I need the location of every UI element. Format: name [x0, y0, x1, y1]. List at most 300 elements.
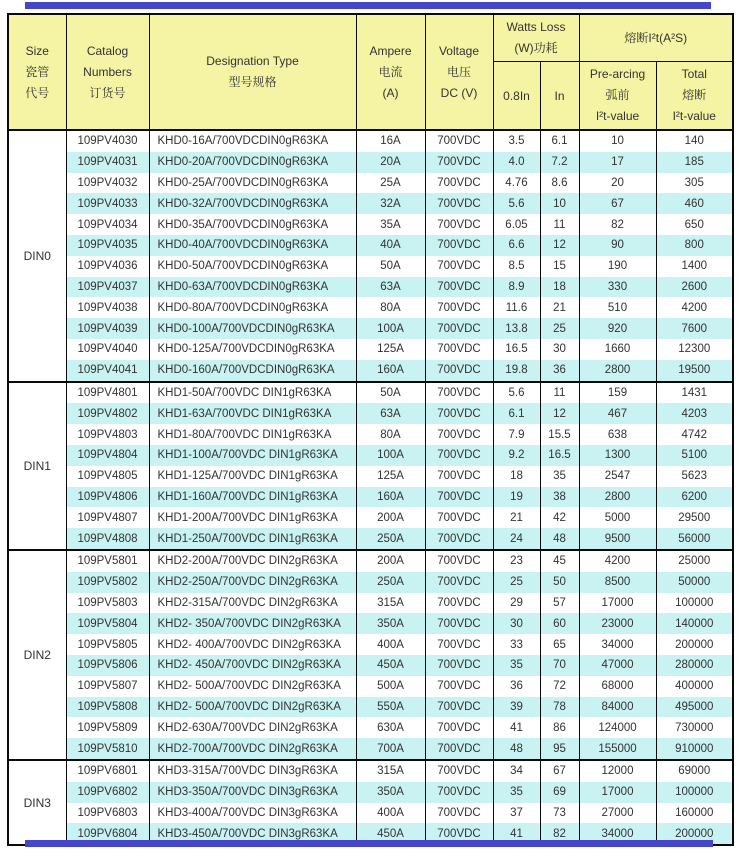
total-i2t-cell: 800: [656, 235, 733, 256]
total-i2t-cell: 12300: [656, 339, 733, 360]
header-watts-en: Watts Loss: [506, 20, 566, 34]
total-i2t-cell: 185: [656, 152, 733, 173]
total-i2t-cell: 4203: [656, 403, 733, 424]
watts-in-cell: 67: [540, 760, 579, 782]
watts-08in-cell: 8.9: [493, 277, 540, 298]
catalog-number-cell: 109PV4037: [66, 277, 149, 298]
designation-cell: KHD0-125A/700VDCDIN0gR63KA: [149, 339, 356, 360]
table-row: [8, 697, 733, 718]
watts-08in-cell: 4.0: [493, 152, 540, 173]
catalog-number-cell: 109PV4803: [66, 424, 149, 445]
watts-in-cell: 65: [540, 634, 579, 655]
header-voltage-en: Voltage: [438, 43, 480, 58]
voltage-cell: 700VDC: [425, 676, 493, 697]
ampere-cell: 40A: [356, 235, 425, 256]
header-catalog-en2: Numbers: [83, 64, 132, 79]
total-i2t-cell: 100000: [656, 782, 733, 803]
header-total: [656, 62, 733, 131]
table-row: [8, 550, 733, 572]
voltage-cell: 700VDC: [425, 297, 493, 318]
watts-08in-cell: 48: [493, 738, 540, 760]
top-divider-rule: [25, 2, 711, 9]
watts-08in-cell: 36: [493, 676, 540, 697]
prearcing-i2t-cell: 124000: [579, 717, 656, 738]
prearcing-i2t-cell: 20: [579, 173, 656, 194]
voltage-cell: 700VDC: [425, 613, 493, 634]
ampere-cell: 700A: [356, 738, 425, 760]
ampere-cell: 125A: [356, 466, 425, 487]
watts-08in-cell: 11.6: [493, 297, 540, 318]
prearcing-i2t-cell: 155000: [579, 738, 656, 760]
designation-cell: KHD3-315A/700VDC DIN3gR63KA: [149, 760, 356, 782]
watts-08in-cell: 9.2: [493, 445, 540, 466]
designation-cell: KHD2- 350A/700VDC DIN2gR63KA: [149, 613, 356, 634]
catalog-number-cell: 109PV5805: [66, 634, 149, 655]
watts-in-cell: 38: [540, 487, 579, 508]
table-row: [8, 782, 733, 803]
catalog-number-cell: 109PV4802: [66, 403, 149, 424]
watts-in-cell: 86: [540, 717, 579, 738]
voltage-cell: 700VDC: [425, 655, 493, 676]
watts-in-cell: 69: [540, 782, 579, 803]
catalog-number-cell: 109PV4808: [66, 528, 149, 550]
ampere-cell: 125A: [356, 339, 425, 360]
total-i2t-cell: 6200: [656, 487, 733, 508]
watts-08in-cell: 18: [493, 466, 540, 487]
designation-cell: KHD2-630A/700VDC DIN2gR63KA: [149, 717, 356, 738]
prearcing-i2t-cell: 5000: [579, 507, 656, 528]
catalog-number-cell: 109PV5804: [66, 613, 149, 634]
watts-08in-cell: 33: [493, 634, 540, 655]
table-row: [8, 256, 733, 277]
total-i2t-cell: 69000: [656, 760, 733, 782]
catalog-number-cell: 109PV4038: [66, 297, 149, 318]
prearcing-i2t-cell: 47000: [579, 655, 656, 676]
total-i2t-cell: 305: [656, 173, 733, 194]
total-i2t-cell: 19500: [656, 360, 733, 382]
prearcing-i2t-cell: 9500: [579, 528, 656, 550]
designation-cell: KHD2-315A/700VDC DIN2gR63KA: [149, 593, 356, 614]
total-i2t-cell: 56000: [656, 528, 733, 550]
voltage-cell: 700VDC: [425, 634, 493, 655]
header-catalog: [66, 14, 149, 130]
table-row: [8, 193, 733, 214]
table-row: [8, 487, 733, 508]
designation-cell: KHD1-50A/700VDC DIN1gR63KA: [149, 382, 356, 404]
table-row: [8, 424, 733, 445]
voltage-cell: 700VDC: [425, 339, 493, 360]
watts-08in-cell: 30: [493, 613, 540, 634]
watts-in-cell: 7.2: [540, 152, 579, 173]
watts-08in-cell: 5.6: [493, 382, 540, 404]
voltage-cell: 700VDC: [425, 256, 493, 277]
watts-in-cell: 70: [540, 655, 579, 676]
catalog-number-cell: 109PV4801: [66, 382, 149, 404]
catalog-number-cell: 109PV4031: [66, 152, 149, 173]
voltage-cell: 700VDC: [425, 130, 493, 152]
header-designation: [149, 14, 356, 130]
designation-cell: KHD1-100A/700VDC DIN1gR63KA: [149, 445, 356, 466]
header-prearcing-en: Pre-arcing: [589, 67, 646, 81]
total-i2t-cell: 730000: [656, 717, 733, 738]
catalog-number-cell: 109PV5803: [66, 593, 149, 614]
voltage-cell: 700VDC: [425, 782, 493, 803]
total-i2t-cell: 100000: [656, 593, 733, 614]
ampere-cell: 315A: [356, 760, 425, 782]
prearcing-i2t-cell: 159: [579, 382, 656, 404]
total-i2t-cell: 29500: [656, 507, 733, 528]
size-group-label: DIN2: [8, 550, 66, 760]
table-row: [8, 152, 733, 173]
prearcing-i2t-cell: 8500: [579, 572, 656, 593]
voltage-cell: 700VDC: [425, 528, 493, 550]
table-row: [8, 214, 733, 235]
voltage-cell: 700VDC: [425, 360, 493, 382]
prearcing-i2t-cell: 23000: [579, 613, 656, 634]
designation-cell: KHD0-160A/700VDCDIN0gR63KA: [149, 360, 356, 382]
watts-08in-cell: 24: [493, 528, 540, 550]
table-row: [8, 803, 733, 824]
prearcing-i2t-cell: 12000: [579, 760, 656, 782]
voltage-cell: 700VDC: [425, 214, 493, 235]
ampere-cell: 160A: [356, 487, 425, 508]
total-i2t-cell: 4200: [656, 297, 733, 318]
catalog-number-cell: 109PV6803: [66, 803, 149, 824]
watts-in-cell: 50: [540, 572, 579, 593]
header-designation-en: Designation Type: [206, 54, 299, 68]
header-ampere-en: Ampere: [369, 43, 412, 58]
watts-in-cell: 36: [540, 360, 579, 382]
table-row: [8, 235, 733, 256]
voltage-cell: 700VDC: [425, 760, 493, 782]
watts-08in-cell: 13.8: [493, 318, 540, 339]
catalog-number-cell: 109PV4035: [66, 235, 149, 256]
catalog-number-cell: 109PV4806: [66, 487, 149, 508]
voltage-cell: 700VDC: [425, 487, 493, 508]
prearcing-i2t-cell: 467: [579, 403, 656, 424]
watts-in-cell: 18: [540, 277, 579, 298]
ampere-cell: 450A: [356, 655, 425, 676]
table-row: [8, 528, 733, 550]
voltage-cell: 700VDC: [425, 823, 493, 845]
catalog-number-cell: 109PV5810: [66, 738, 149, 760]
ampere-cell: 200A: [356, 550, 425, 572]
watts-08in-cell: 35: [493, 782, 540, 803]
prearcing-i2t-cell: 17: [579, 152, 656, 173]
designation-cell: KHD1-160A/700VDC DIN1gR63KA: [149, 487, 356, 508]
watts-in-cell: 60: [540, 613, 579, 634]
designation-cell: KHD3-400A/700VDC DIN3gR63KA: [149, 803, 356, 824]
voltage-cell: 700VDC: [425, 550, 493, 572]
ampere-cell: 400A: [356, 803, 425, 824]
header-voltage-cn: 电压: [446, 64, 471, 79]
table-row: [8, 277, 733, 298]
header-size-cn2: 代号: [25, 85, 50, 100]
table-row: [8, 655, 733, 676]
voltage-cell: 700VDC: [425, 193, 493, 214]
watts-in-cell: 57: [540, 593, 579, 614]
prearcing-i2t-cell: 1300: [579, 445, 656, 466]
designation-cell: KHD0-16A/700VDCDIN0gR63KA: [149, 130, 356, 152]
designation-cell: KHD0-32A/700VDCDIN0gR63KA: [149, 193, 356, 214]
header-watts-in: In: [540, 62, 579, 131]
ampere-cell: 32A: [356, 193, 425, 214]
watts-08in-cell: 19: [493, 487, 540, 508]
catalog-number-cell: 109PV4030: [66, 130, 149, 152]
table-row: [8, 676, 733, 697]
ampere-cell: 450A: [356, 823, 425, 845]
watts-in-cell: 6.1: [540, 130, 579, 152]
voltage-cell: 700VDC: [425, 717, 493, 738]
watts-08in-cell: 8.5: [493, 256, 540, 277]
catalog-number-cell: 109PV5808: [66, 697, 149, 718]
designation-cell: KHD2-700A/700VDC DIN2gR63KA: [149, 738, 356, 760]
total-i2t-cell: 4742: [656, 424, 733, 445]
header-catalog-en1: Catalog: [86, 43, 129, 58]
ampere-cell: 50A: [356, 256, 425, 277]
prearcing-i2t-cell: 330: [579, 277, 656, 298]
designation-cell: KHD1-80A/700VDC DIN1gR63KA: [149, 424, 356, 445]
total-i2t-cell: 140: [656, 130, 733, 152]
designation-cell: KHD0-63A/700VDCDIN0gR63KA: [149, 277, 356, 298]
prearcing-i2t-cell: 17000: [579, 593, 656, 614]
voltage-cell: 700VDC: [425, 277, 493, 298]
ampere-cell: 250A: [356, 572, 425, 593]
header-voltage: [425, 14, 493, 130]
watts-in-cell: 35: [540, 466, 579, 487]
total-i2t-cell: 50000: [656, 572, 733, 593]
header-total-cn: 熔断: [682, 88, 707, 102]
watts-in-cell: 15.5: [540, 424, 579, 445]
prearcing-i2t-cell: 34000: [579, 823, 656, 845]
table-row: [8, 297, 733, 318]
ampere-cell: 500A: [356, 676, 425, 697]
watts-08in-cell: 6.1: [493, 403, 540, 424]
table-row: [8, 445, 733, 466]
catalog-number-cell: 109PV4036: [66, 256, 149, 277]
total-i2t-cell: 7600: [656, 318, 733, 339]
table-row: [8, 318, 733, 339]
table-row: [8, 466, 733, 487]
catalog-number-cell: 109PV6801: [66, 760, 149, 782]
header-watts-group: [493, 14, 579, 62]
watts-in-cell: 15: [540, 256, 579, 277]
prearcing-i2t-cell: 510: [579, 297, 656, 318]
voltage-cell: 700VDC: [425, 738, 493, 760]
header-total-value: I²t-value: [672, 109, 716, 123]
watts-08in-cell: 41: [493, 823, 540, 845]
catalog-number-cell: 109PV6802: [66, 782, 149, 803]
watts-08in-cell: 39: [493, 697, 540, 718]
ampere-cell: 20A: [356, 152, 425, 173]
bottom-divider-rule: [25, 840, 713, 847]
catalog-number-cell: 109PV4805: [66, 466, 149, 487]
watts-in-cell: 10: [540, 193, 579, 214]
designation-cell: KHD2- 500A/700VDC DIN2gR63KA: [149, 697, 356, 718]
watts-in-cell: 21: [540, 297, 579, 318]
designation-cell: KHD0-40A/700VDCDIN0gR63KA: [149, 235, 356, 256]
table-row: [8, 572, 733, 593]
table-row: [8, 507, 733, 528]
header-watts-cn: (W)功耗: [514, 41, 558, 55]
watts-08in-cell: 6.6: [493, 235, 540, 256]
total-i2t-cell: 1400: [656, 256, 733, 277]
header-designation-cn: 型号规格: [228, 75, 277, 89]
total-i2t-cell: 280000: [656, 655, 733, 676]
total-i2t-cell: 400000: [656, 676, 733, 697]
header-prearcing: [579, 62, 656, 131]
ampere-cell: 63A: [356, 277, 425, 298]
ampere-cell: 315A: [356, 593, 425, 614]
designation-cell: KHD0-80A/700VDCDIN0gR63KA: [149, 297, 356, 318]
catalog-number-cell: 109PV5802: [66, 572, 149, 593]
designation-cell: KHD2-250A/700VDC DIN2gR63KA: [149, 572, 356, 593]
voltage-cell: 700VDC: [425, 507, 493, 528]
watts-in-cell: 42: [540, 507, 579, 528]
watts-08in-cell: 16.5: [493, 339, 540, 360]
total-i2t-cell: 495000: [656, 697, 733, 718]
ampere-cell: 100A: [356, 318, 425, 339]
catalog-number-cell: 109PV4032: [66, 173, 149, 194]
prearcing-i2t-cell: 84000: [579, 697, 656, 718]
prearcing-i2t-cell: 67: [579, 193, 656, 214]
voltage-cell: 700VDC: [425, 152, 493, 173]
designation-cell: KHD2- 400A/700VDC DIN2gR63KA: [149, 634, 356, 655]
watts-08in-cell: 41: [493, 717, 540, 738]
watts-08in-cell: 6.05: [493, 214, 540, 235]
prearcing-i2t-cell: 10: [579, 130, 656, 152]
voltage-cell: 700VDC: [425, 318, 493, 339]
designation-cell: KHD1-125A/700VDC DIN1gR63KA: [149, 466, 356, 487]
prearcing-i2t-cell: 638: [579, 424, 656, 445]
table-header: [8, 14, 733, 130]
watts-08in-cell: 35: [493, 655, 540, 676]
total-i2t-cell: 25000: [656, 550, 733, 572]
prearcing-i2t-cell: 1660: [579, 339, 656, 360]
header-size-cn1: 瓷管: [25, 64, 50, 79]
table-row: [8, 738, 733, 760]
catalog-number-cell: 109PV4033: [66, 193, 149, 214]
header-ampere-unit: (A): [382, 85, 399, 100]
voltage-cell: 700VDC: [425, 235, 493, 256]
ampere-cell: 350A: [356, 782, 425, 803]
prearcing-i2t-cell: 17000: [579, 782, 656, 803]
catalog-number-cell: 109PV5801: [66, 550, 149, 572]
watts-08in-cell: 3.5: [493, 130, 540, 152]
size-group-label: DIN0: [8, 130, 66, 382]
voltage-cell: 700VDC: [425, 403, 493, 424]
table-row: [8, 760, 733, 782]
ampere-cell: 63A: [356, 403, 425, 424]
header-prearcing-value: I²t-value: [595, 109, 640, 123]
table-row: [8, 173, 733, 194]
ampere-cell: 630A: [356, 717, 425, 738]
watts-08in-cell: 7.9: [493, 424, 540, 445]
total-i2t-cell: 460: [656, 193, 733, 214]
catalog-number-cell: 109PV4039: [66, 318, 149, 339]
size-group-label: DIN3: [8, 760, 66, 845]
designation-cell: KHD2-200A/700VDC DIN2gR63KA: [149, 550, 356, 572]
designation-cell: KHD0-35A/700VDCDIN0gR63KA: [149, 214, 356, 235]
designation-cell: KHD0-25A/700VDCDIN0gR63KA: [149, 173, 356, 194]
catalog-number-cell: 109PV5807: [66, 676, 149, 697]
voltage-cell: 700VDC: [425, 382, 493, 404]
size-group-label: DIN1: [8, 382, 66, 550]
prearcing-i2t-cell: 82: [579, 214, 656, 235]
total-i2t-cell: 1431: [656, 382, 733, 404]
table-row: [8, 382, 733, 404]
watts-in-cell: 73: [540, 803, 579, 824]
total-i2t-cell: 200000: [656, 823, 733, 845]
watts-in-cell: 25: [540, 318, 579, 339]
header-total-en: Total: [681, 67, 707, 81]
watts-in-cell: 12: [540, 235, 579, 256]
watts-08in-cell: 21: [493, 507, 540, 528]
catalog-number-cell: 109PV4041: [66, 360, 149, 382]
total-i2t-cell: 910000: [656, 738, 733, 760]
ampere-cell: 50A: [356, 382, 425, 404]
watts-in-cell: 11: [540, 214, 579, 235]
catalog-number-cell: 109PV4034: [66, 214, 149, 235]
ampere-cell: 250A: [356, 528, 425, 550]
prearcing-i2t-cell: 4200: [579, 550, 656, 572]
watts-in-cell: 48: [540, 528, 579, 550]
catalog-number-cell: 109PV6804: [66, 823, 149, 845]
ampere-cell: 16A: [356, 130, 425, 152]
catalog-number-cell: 109PV5806: [66, 655, 149, 676]
catalog-number-cell: 109PV5809: [66, 717, 149, 738]
header-watts-08in: 0.8In: [493, 62, 540, 131]
watts-08in-cell: 34: [493, 760, 540, 782]
voltage-cell: 700VDC: [425, 173, 493, 194]
header-ampere: [356, 14, 425, 130]
watts-in-cell: 82: [540, 823, 579, 845]
total-i2t-cell: 140000: [656, 613, 733, 634]
prearcing-i2t-cell: 190: [579, 256, 656, 277]
designation-cell: KHD3-350A/700VDC DIN3gR63KA: [149, 782, 356, 803]
prearcing-i2t-cell: 2547: [579, 466, 656, 487]
header-size-en: Size: [25, 43, 49, 58]
ampere-cell: 80A: [356, 424, 425, 445]
prearcing-i2t-cell: 68000: [579, 676, 656, 697]
catalog-number-cell: 109PV4040: [66, 339, 149, 360]
designation-cell: KHD1-200A/700VDC DIN1gR63KA: [149, 507, 356, 528]
prearcing-i2t-cell: 2800: [579, 360, 656, 382]
watts-08in-cell: 25: [493, 572, 540, 593]
total-i2t-cell: 200000: [656, 634, 733, 655]
table-body: [8, 130, 733, 845]
watts-in-cell: 45: [540, 550, 579, 572]
designation-cell: KHD2- 500A/700VDC DIN2gR63KA: [149, 676, 356, 697]
total-i2t-cell: 2600: [656, 277, 733, 298]
table-row: [8, 403, 733, 424]
watts-in-cell: 16.5: [540, 445, 579, 466]
prearcing-i2t-cell: 920: [579, 318, 656, 339]
watts-in-cell: 78: [540, 697, 579, 718]
table-row: [8, 593, 733, 614]
ampere-cell: 400A: [356, 634, 425, 655]
header-size: [8, 14, 66, 130]
table-row: [8, 360, 733, 382]
table-row: [8, 717, 733, 738]
voltage-cell: 700VDC: [425, 466, 493, 487]
watts-in-cell: 11: [540, 382, 579, 404]
watts-in-cell: 72: [540, 676, 579, 697]
watts-08in-cell: 4.76: [493, 173, 540, 194]
watts-in-cell: 95: [540, 738, 579, 760]
total-i2t-cell: 650: [656, 214, 733, 235]
watts-08in-cell: 19.8: [493, 360, 540, 382]
